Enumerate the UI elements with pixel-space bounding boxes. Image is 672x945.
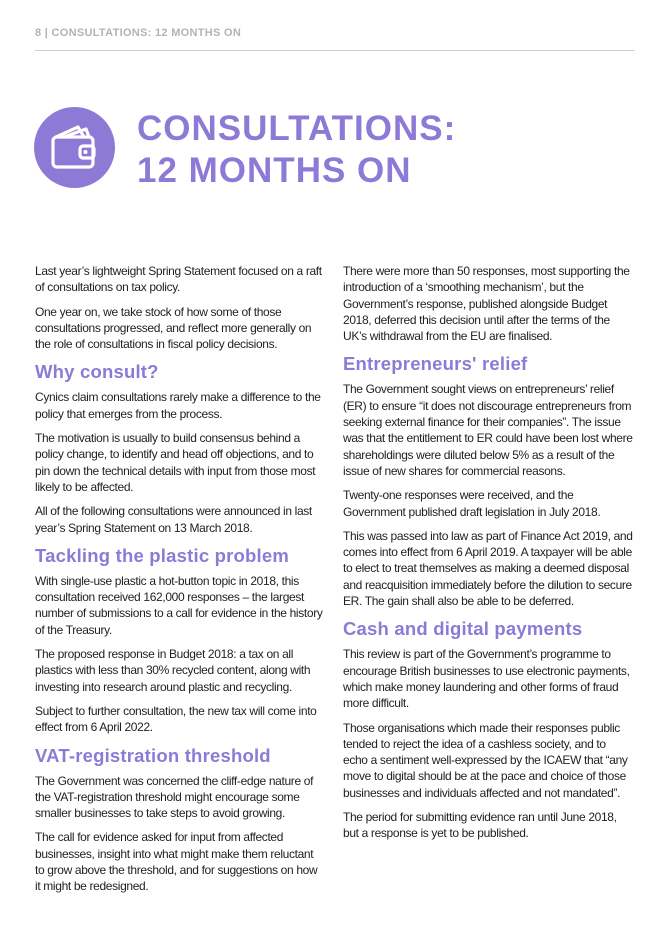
body-paragraph: The Government was concerned the cliff-edge nature of the VAT-registration threshold might encourage some smaller businesses to take steps to avoid growing. (35, 773, 314, 821)
section-heading-vat: VAT-registration threshold (35, 744, 271, 766)
left-column (35, 263, 325, 903)
right-column (343, 263, 633, 850)
page-title (137, 108, 456, 192)
body-paragraph: All of the following consultations were announced in last year’s Spring Statement on 13 March 2018. (35, 504, 312, 535)
page-title-line-2: 12 MONTHS ON (137, 151, 412, 190)
body-paragraph: Those organisations which made their responses public tended to reject the idea of a cashless society, and to echo a sentiment well-expressed by the ICAEW that “any move to digital should be at the pace and choice of those businesses and individuals affected and not mandated”. (343, 720, 628, 800)
body-paragraph: This was passed into law as part of Finance Act 2019, and comes into effect from 6 April 2019. A taxpayer will be able to elect to treat themselves as making a deemed disposal and reacquisition immediately before the dilution to secure ER. The gain shall also be able to be deferred. (343, 528, 633, 609)
body-paragraph: With single-use plastic a hot-button topic in 2018, this consultation received 162,000 responses – the largest number of submissions to a call for evidence in the history of the Treasury. (35, 573, 323, 637)
body-paragraph: Cynics claim consultations rarely make a difference to the policy that emerges from the process. (35, 390, 321, 421)
section-heading-why-consult: Why consult? (35, 361, 159, 383)
wallet-icon (34, 107, 115, 188)
body-paragraph: The motivation is usually to build consensus behind a policy change, to identify and head off objections, and to pin down the technical details with input from those most likely to be affected. (35, 431, 316, 494)
body-paragraph: The proposed response in Budget 2018: a tax on all plastics with less than 30% recycled content, along with investing into research around plastic and recycling. (35, 647, 311, 694)
running-header: 8 | CONSULTATIONS: 12 MONTHS ON (35, 27, 242, 39)
intro-paragraph: Last year’s lightweight Spring Statement focused on a raft of consultations on tax policy. (35, 264, 322, 295)
section-heading-plastic: Tackling the plastic problem (35, 544, 290, 566)
page-title-line-1: CONSULTATIONS: (137, 109, 457, 148)
body-paragraph: The call for evidence asked for input from affected businesses, insight into what might make them reluctant to grow above the threshold, and for suggestions on how it might be redesigned. (35, 830, 318, 894)
body-paragraph: This review is part of the Government’s programme to encourage British businesses to use electronic payments, which make money laundering and other forms of fraud more difficult. (343, 647, 630, 711)
body-paragraph: There were more than 50 responses, most supporting the introduction of a ‘smoothing mechanism’, but the Government’s response, published alongside Budget 2018, deferred this decision until after the terms of the UK’s withdrawal from the EU are finalised. (343, 264, 630, 344)
section-heading-cash-digital: Cash and digital payments (343, 618, 583, 640)
body-paragraph: The period for submitting evidence ran until June 2018, but a response is yet to be published. (343, 810, 617, 841)
header-divider (35, 50, 635, 51)
section-heading-entrepreneurs-relief: Entrepreneurs' relief (343, 353, 528, 375)
body-paragraph: Twenty-one responses were received, and the Government published draft legislation in July 2018. (343, 488, 601, 519)
intro-paragraph: One year on, we take stock of how some of those consultations progressed, and reflect more generally on the role of consultations in fiscal policy decisions. (35, 304, 312, 352)
body-paragraph: The Government sought views on entrepreneurs’ relief (ER) to ensure “it does not discourage entrepreneurs from seeking external finance for their companies”. The issue was that the entitlement to ER could have been lost where shareholdings were diluted below 5% as a result of the issue of new shares for commercial reasons. (343, 382, 633, 478)
body-paragraph: Subject to further consultation, the new tax will come into effect from 6 April 2022. (35, 703, 317, 735)
